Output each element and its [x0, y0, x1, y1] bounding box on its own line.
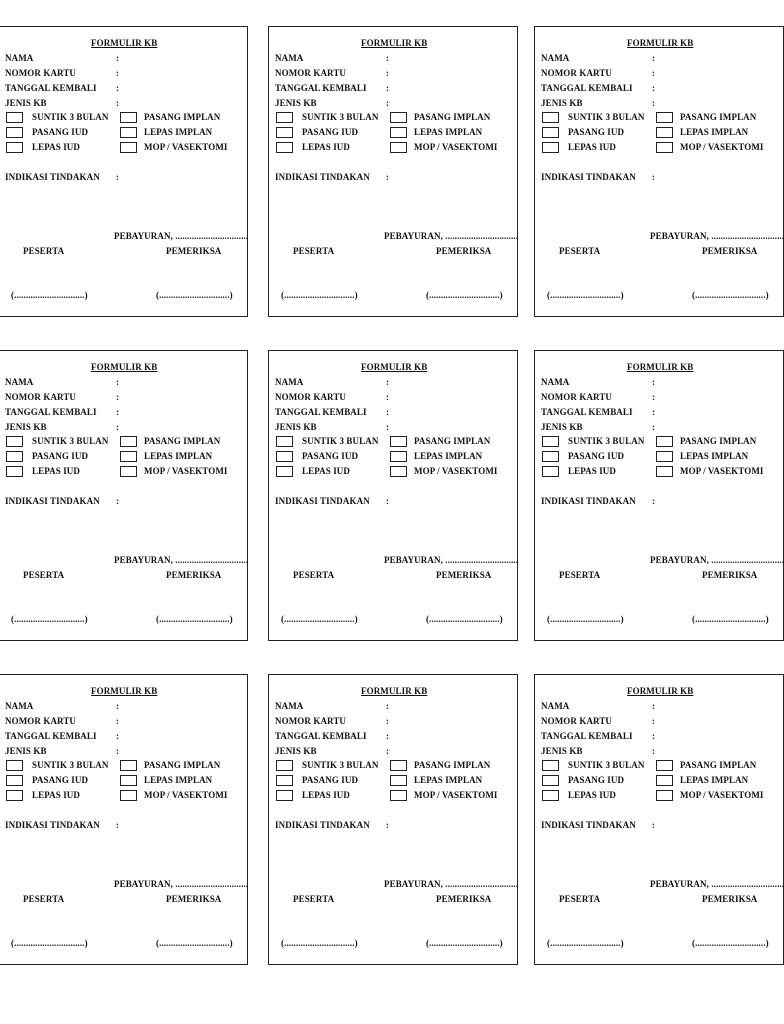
pemeriksa-label: PEMERIKSA	[166, 570, 222, 580]
option-label: MOP / VASEKTOMI	[144, 790, 228, 800]
place-date: PEBAYURAN, ...............................	[384, 231, 519, 241]
indikasi-label: INDIKASI TINDAKAN	[541, 496, 636, 506]
option-checkbox[interactable]	[542, 775, 559, 786]
field-separator: :	[116, 422, 120, 432]
form-title: FORMULIR KB	[91, 38, 158, 48]
field-label: NAMA	[275, 377, 304, 387]
kb-form-card	[0, 674, 248, 965]
form-title: FORMULIR KB	[91, 686, 158, 696]
option-label: PASANG IMPLAN	[414, 436, 491, 446]
kb-form-card	[0, 350, 248, 641]
field-separator: :	[116, 392, 120, 402]
field-separator: :	[652, 377, 656, 387]
field-label: NOMOR KARTU	[541, 68, 613, 78]
form-title: FORMULIR KB	[361, 38, 428, 48]
option-checkbox[interactable]	[6, 451, 23, 462]
indikasi-label: INDIKASI TINDAKAN	[275, 820, 370, 830]
indikasi-label: INDIKASI TINDAKAN	[541, 172, 636, 182]
field-label: TANGGAL KEMBALI	[275, 731, 367, 741]
field-label: JENIS KB	[275, 98, 317, 108]
pemeriksa-label: PEMERIKSA	[702, 570, 758, 580]
option-label: SUNTIK 3 BULAN	[302, 760, 379, 770]
option-checkbox[interactable]	[276, 451, 293, 462]
place-date: PEBAYURAN, ...............................	[384, 879, 519, 889]
option-label: PASANG IMPLAN	[144, 436, 221, 446]
option-label: PASANG IMPLAN	[680, 436, 757, 446]
option-checkbox[interactable]	[542, 760, 559, 771]
field-separator: :	[386, 496, 390, 506]
field-separator: :	[652, 746, 656, 756]
field-label: TANGGAL KEMBALI	[5, 731, 97, 741]
option-checkbox[interactable]	[120, 112, 137, 123]
field-label: TANGGAL KEMBALI	[541, 83, 633, 93]
peserta-signature-line: (..............................)	[281, 938, 358, 948]
option-checkbox[interactable]	[6, 436, 23, 447]
field-separator: :	[116, 377, 120, 387]
option-checkbox[interactable]	[120, 436, 137, 447]
option-checkbox[interactable]	[276, 142, 293, 153]
option-checkbox[interactable]	[120, 127, 137, 138]
field-label: JENIS KB	[275, 422, 317, 432]
field-label: NAMA	[541, 377, 570, 387]
field-separator: :	[652, 820, 656, 830]
option-checkbox[interactable]	[276, 790, 293, 801]
option-label: MOP / VASEKTOMI	[680, 790, 764, 800]
field-label: NAMA	[541, 53, 570, 63]
field-label: NOMOR KARTU	[5, 716, 77, 726]
indikasi-label: INDIKASI TINDAKAN	[5, 496, 100, 506]
option-checkbox[interactable]	[656, 127, 673, 138]
field-label: TANGGAL KEMBALI	[541, 407, 633, 417]
option-checkbox[interactable]	[542, 127, 559, 138]
option-label: MOP / VASEKTOMI	[144, 466, 228, 476]
indikasi-label: INDIKASI TINDAKAN	[275, 172, 370, 182]
field-label: NOMOR KARTU	[275, 68, 347, 78]
field-separator: :	[386, 83, 390, 93]
field-label: NOMOR KARTU	[275, 392, 347, 402]
field-label: NOMOR KARTU	[5, 68, 77, 78]
form-title: FORMULIR KB	[627, 362, 694, 372]
field-label: NAMA	[5, 701, 34, 711]
field-separator: :	[652, 407, 656, 417]
field-separator: :	[386, 377, 390, 387]
field-label: NOMOR KARTU	[275, 716, 347, 726]
option-label: LEPAS IMPLAN	[144, 775, 213, 785]
option-checkbox[interactable]	[542, 466, 559, 477]
option-checkbox[interactable]	[276, 436, 293, 447]
option-checkbox[interactable]	[6, 760, 23, 771]
peserta-signature-line: (..............................)	[547, 290, 624, 300]
option-checkbox[interactable]	[6, 127, 23, 138]
option-label: PASANG IMPLAN	[680, 112, 757, 122]
field-label: JENIS KB	[541, 98, 583, 108]
form-title: FORMULIR KB	[627, 38, 694, 48]
kb-form-card	[534, 26, 784, 317]
field-separator: :	[386, 746, 390, 756]
field-label: JENIS KB	[5, 422, 47, 432]
pemeriksa-label: PEMERIKSA	[436, 246, 492, 256]
pemeriksa-signature-line: (..............................)	[692, 290, 769, 300]
option-checkbox[interactable]	[120, 466, 137, 477]
field-label: TANGGAL KEMBALI	[275, 407, 367, 417]
field-separator: :	[116, 172, 120, 182]
option-label: PASANG IUD	[302, 451, 359, 461]
option-checkbox[interactable]	[390, 436, 407, 447]
option-label: SUNTIK 3 BULAN	[302, 112, 379, 122]
option-checkbox[interactable]	[390, 760, 407, 771]
option-checkbox[interactable]	[656, 775, 673, 786]
option-checkbox[interactable]	[276, 760, 293, 771]
field-label: TANGGAL KEMBALI	[275, 83, 367, 93]
peserta-label: PESERTA	[23, 570, 65, 580]
option-checkbox[interactable]	[390, 775, 407, 786]
peserta-label: PESERTA	[559, 246, 601, 256]
field-separator: :	[116, 701, 120, 711]
option-checkbox[interactable]	[542, 451, 559, 462]
option-label: LEPAS IMPLAN	[414, 775, 483, 785]
field-separator: :	[116, 731, 120, 741]
peserta-signature-line: (..............................)	[11, 614, 88, 624]
pemeriksa-label: PEMERIKSA	[166, 246, 222, 256]
peserta-signature-line: (..............................)	[547, 614, 624, 624]
option-checkbox[interactable]	[390, 466, 407, 477]
peserta-signature-line: (..............................)	[281, 614, 358, 624]
option-checkbox[interactable]	[6, 112, 23, 123]
kb-form-card	[534, 350, 784, 641]
pemeriksa-signature-line: (..............................)	[692, 938, 769, 948]
field-separator: :	[116, 746, 120, 756]
option-label: SUNTIK 3 BULAN	[568, 112, 645, 122]
option-checkbox[interactable]	[6, 775, 23, 786]
option-checkbox[interactable]	[276, 112, 293, 123]
kb-form-card	[0, 26, 248, 317]
option-label: LEPAS IMPLAN	[144, 127, 213, 137]
option-label: LEPAS IUD	[32, 466, 80, 476]
peserta-label: PESERTA	[559, 570, 601, 580]
field-separator: :	[652, 716, 656, 726]
option-label: MOP / VASEKTOMI	[680, 466, 764, 476]
option-label: PASANG IUD	[302, 127, 359, 137]
option-checkbox[interactable]	[120, 775, 137, 786]
option-label: MOP / VASEKTOMI	[414, 790, 498, 800]
option-checkbox[interactable]	[656, 760, 673, 771]
peserta-signature-line: (..............................)	[11, 938, 88, 948]
field-separator: :	[386, 407, 390, 417]
field-label: NAMA	[5, 377, 34, 387]
option-checkbox[interactable]	[120, 451, 137, 462]
option-label: MOP / VASEKTOMI	[414, 142, 498, 152]
place-date: PEBAYURAN, ...............................	[650, 879, 784, 889]
field-label: NOMOR KARTU	[5, 392, 77, 402]
peserta-label: PESERTA	[23, 246, 65, 256]
field-separator: :	[116, 820, 120, 830]
peserta-signature-line: (..............................)	[547, 938, 624, 948]
option-checkbox[interactable]	[6, 466, 23, 477]
field-separator: :	[386, 98, 390, 108]
field-label: NAMA	[275, 701, 304, 711]
pemeriksa-signature-line: (..............................)	[156, 938, 233, 948]
field-separator: :	[386, 68, 390, 78]
form-title: FORMULIR KB	[361, 686, 428, 696]
field-label: NOMOR KARTU	[541, 716, 613, 726]
field-separator: :	[386, 422, 390, 432]
kb-form-card	[268, 350, 518, 641]
field-label: JENIS KB	[5, 746, 47, 756]
field-separator: :	[116, 53, 120, 63]
option-label: PASANG IUD	[568, 127, 625, 137]
field-separator: :	[652, 422, 656, 432]
kb-form-card	[534, 674, 784, 965]
field-separator: :	[386, 392, 390, 402]
option-label: PASANG IUD	[32, 775, 89, 785]
pemeriksa-label: PEMERIKSA	[702, 894, 758, 904]
place-date: PEBAYURAN, ...............................	[114, 879, 249, 889]
option-label: LEPAS IMPLAN	[144, 451, 213, 461]
option-label: MOP / VASEKTOMI	[680, 142, 764, 152]
indikasi-label: INDIKASI TINDAKAN	[5, 820, 100, 830]
option-checkbox[interactable]	[656, 436, 673, 447]
option-label: LEPAS IUD	[302, 466, 350, 476]
option-label: PASANG IUD	[568, 451, 625, 461]
option-checkbox[interactable]	[120, 760, 137, 771]
field-label: TANGGAL KEMBALI	[541, 731, 633, 741]
field-separator: :	[386, 172, 390, 182]
option-checkbox[interactable]	[656, 466, 673, 477]
kb-form-card	[268, 26, 518, 317]
option-label: PASANG IUD	[302, 775, 359, 785]
field-separator: :	[116, 716, 120, 726]
peserta-label: PESERTA	[293, 894, 335, 904]
option-label: SUNTIK 3 BULAN	[302, 436, 379, 446]
option-label: SUNTIK 3 BULAN	[568, 760, 645, 770]
option-label: LEPAS IMPLAN	[680, 451, 749, 461]
form-title: FORMULIR KB	[627, 686, 694, 696]
option-label: SUNTIK 3 BULAN	[568, 436, 645, 446]
option-checkbox[interactable]	[390, 127, 407, 138]
field-label: JENIS KB	[275, 746, 317, 756]
pemeriksa-signature-line: (..............................)	[156, 290, 233, 300]
option-label: LEPAS IUD	[32, 790, 80, 800]
option-checkbox[interactable]	[656, 790, 673, 801]
option-label: PASANG IMPLAN	[680, 760, 757, 770]
option-label: PASANG IMPLAN	[414, 760, 491, 770]
place-date: PEBAYURAN, ...............................	[114, 555, 249, 565]
peserta-label: PESERTA	[293, 246, 335, 256]
option-checkbox[interactable]	[276, 775, 293, 786]
option-label: LEPAS IUD	[302, 790, 350, 800]
option-label: SUNTIK 3 BULAN	[32, 112, 109, 122]
option-checkbox[interactable]	[656, 112, 673, 123]
option-label: PASANG IMPLAN	[414, 112, 491, 122]
field-separator: :	[116, 407, 120, 417]
option-checkbox[interactable]	[276, 127, 293, 138]
field-label: JENIS KB	[541, 422, 583, 432]
option-label: PASANG IUD	[32, 451, 89, 461]
form-title: FORMULIR KB	[361, 362, 428, 372]
field-separator: :	[652, 731, 656, 741]
pemeriksa-label: PEMERIKSA	[166, 894, 222, 904]
field-label: JENIS KB	[541, 746, 583, 756]
option-checkbox[interactable]	[120, 142, 137, 153]
place-date: PEBAYURAN, ...............................	[384, 555, 519, 565]
option-label: SUNTIK 3 BULAN	[32, 436, 109, 446]
option-label: PASANG IMPLAN	[144, 112, 221, 122]
field-separator: :	[652, 98, 656, 108]
option-label: PASANG IMPLAN	[144, 760, 221, 770]
option-checkbox[interactable]	[542, 142, 559, 153]
option-checkbox[interactable]	[390, 790, 407, 801]
pemeriksa-signature-line: (..............................)	[426, 938, 503, 948]
option-label: LEPAS IUD	[568, 142, 616, 152]
option-checkbox[interactable]	[390, 142, 407, 153]
option-checkbox[interactable]	[542, 112, 559, 123]
pemeriksa-signature-line: (..............................)	[156, 614, 233, 624]
peserta-label: PESERTA	[559, 894, 601, 904]
pemeriksa-signature-line: (..............................)	[426, 614, 503, 624]
option-checkbox[interactable]	[390, 451, 407, 462]
option-label: LEPAS IMPLAN	[680, 775, 749, 785]
kb-form-card	[268, 674, 518, 965]
field-separator: :	[386, 53, 390, 63]
field-label: NAMA	[5, 53, 34, 63]
option-checkbox[interactable]	[390, 112, 407, 123]
place-date: PEBAYURAN, ...............................	[650, 231, 784, 241]
field-separator: :	[652, 68, 656, 78]
option-label: LEPAS IUD	[32, 142, 80, 152]
field-separator: :	[116, 496, 120, 506]
option-label: LEPAS IMPLAN	[680, 127, 749, 137]
field-separator: :	[652, 83, 656, 93]
option-label: MOP / VASEKTOMI	[144, 142, 228, 152]
indikasi-label: INDIKASI TINDAKAN	[5, 172, 100, 182]
option-label: PASANG IUD	[32, 127, 89, 137]
option-label: LEPAS IUD	[568, 790, 616, 800]
field-separator: :	[116, 98, 120, 108]
peserta-signature-line: (..............................)	[281, 290, 358, 300]
field-separator: :	[652, 392, 656, 402]
form-title: FORMULIR KB	[91, 362, 158, 372]
option-checkbox[interactable]	[6, 790, 23, 801]
field-label: NOMOR KARTU	[541, 392, 613, 402]
field-separator: :	[386, 716, 390, 726]
place-date: PEBAYURAN, ...............................	[114, 231, 249, 241]
option-label: PASANG IUD	[568, 775, 625, 785]
indikasi-label: INDIKASI TINDAKAN	[541, 820, 636, 830]
peserta-label: PESERTA	[23, 894, 65, 904]
field-label: JENIS KB	[5, 98, 47, 108]
option-label: LEPAS IMPLAN	[414, 127, 483, 137]
option-checkbox[interactable]	[120, 790, 137, 801]
option-checkbox[interactable]	[542, 790, 559, 801]
pemeriksa-label: PEMERIKSA	[436, 894, 492, 904]
field-separator: :	[652, 496, 656, 506]
indikasi-label: INDIKASI TINDAKAN	[275, 496, 370, 506]
place-date: PEBAYURAN, ...............................	[650, 555, 784, 565]
option-checkbox[interactable]	[656, 142, 673, 153]
field-label: TANGGAL KEMBALI	[5, 83, 97, 93]
field-separator: :	[116, 68, 120, 78]
option-label: SUNTIK 3 BULAN	[32, 760, 109, 770]
field-separator: :	[386, 731, 390, 741]
option-checkbox[interactable]	[656, 451, 673, 462]
field-label: NAMA	[541, 701, 570, 711]
peserta-signature-line: (..............................)	[11, 290, 88, 300]
field-separator: :	[386, 701, 390, 711]
field-separator: :	[652, 172, 656, 182]
field-separator: :	[386, 820, 390, 830]
field-separator: :	[652, 701, 656, 711]
field-label: TANGGAL KEMBALI	[5, 407, 97, 417]
option-label: LEPAS IMPLAN	[414, 451, 483, 461]
field-separator: :	[116, 83, 120, 93]
pemeriksa-label: PEMERIKSA	[436, 570, 492, 580]
pemeriksa-signature-line: (..............................)	[692, 614, 769, 624]
pemeriksa-signature-line: (..............................)	[426, 290, 503, 300]
option-label: LEPAS IUD	[302, 142, 350, 152]
pemeriksa-label: PEMERIKSA	[702, 246, 758, 256]
option-label: LEPAS IUD	[568, 466, 616, 476]
option-checkbox[interactable]	[6, 142, 23, 153]
option-label: MOP / VASEKTOMI	[414, 466, 498, 476]
option-checkbox[interactable]	[276, 466, 293, 477]
option-checkbox[interactable]	[542, 436, 559, 447]
peserta-label: PESERTA	[293, 570, 335, 580]
field-label: NAMA	[275, 53, 304, 63]
field-separator: :	[652, 53, 656, 63]
